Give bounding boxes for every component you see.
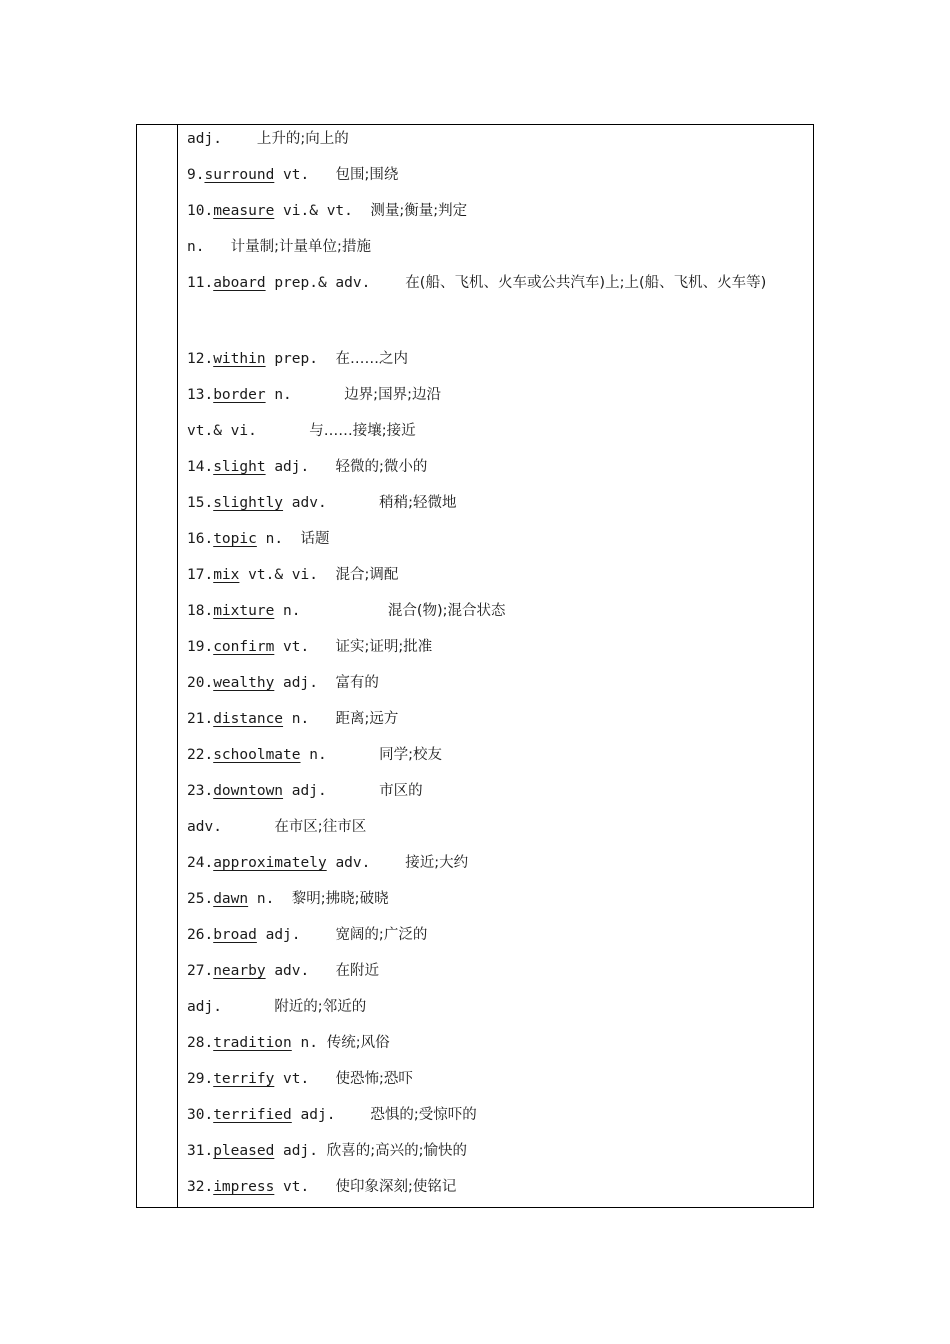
entry-meaning: 传统;风俗 (326, 1035, 390, 1051)
entry-meaning: 在……之内 (335, 351, 408, 367)
entry-meaning: 距离;远方 (335, 711, 399, 727)
entry-word: measure (213, 203, 275, 219)
entry-part-of-speech: adj. (300, 1107, 336, 1123)
entry-meaning: 在(船、飞机、火车或公共汽车)上;上(船、飞机、火车等) (405, 275, 767, 291)
entry-part-of-speech: vt. (283, 167, 310, 183)
entry-meaning: 市区的 (379, 783, 423, 799)
vocab-entry (187, 201, 467, 221)
entry-meaning: 计量制;计量单位;措施 (230, 239, 371, 255)
entry-part-of-speech: n. (256, 891, 275, 907)
entry-number: 19. (187, 639, 214, 655)
entry-meaning: 富有的 (335, 675, 379, 691)
vocab-entry (187, 457, 427, 477)
entry-number: 29. (187, 1071, 214, 1087)
entry-part-of-speech: vt. (283, 1179, 310, 1195)
vocab-entry (187, 129, 349, 149)
entry-meaning: 上升的;向上的 (256, 131, 349, 147)
entry-part-of-speech: n. (265, 531, 284, 547)
entry-number: 21. (187, 711, 214, 727)
entry-meaning: 接近;大约 (405, 855, 469, 871)
vocab-entry (187, 853, 468, 873)
vocab-entry (187, 263, 812, 303)
entry-number: 13. (187, 387, 214, 403)
entry-meaning: 附近的;邻近的 (274, 999, 367, 1015)
entry-meaning: 混合(物);混合状态 (387, 603, 506, 619)
entry-number: 12. (187, 351, 214, 367)
entry-meaning: 包围;围绕 (335, 167, 399, 183)
entry-part-of-speech: adj. (187, 999, 222, 1015)
entry-part-of-speech: adj. (265, 927, 301, 943)
entry-meaning: 恐惧的;受惊吓的 (370, 1107, 477, 1123)
entry-number: 27. (187, 963, 214, 979)
entry-part-of-speech: adv. (291, 495, 327, 511)
entry-part-of-speech: adj. (274, 459, 310, 475)
entry-meaning: 使印象深刻;使铭记 (335, 1179, 457, 1195)
entry-word: topic (213, 531, 257, 547)
entry-meaning: 测量;衡量;判定 (370, 203, 468, 219)
entry-meaning: 宽阔的;广泛的 (335, 927, 428, 943)
entry-number: 9. (187, 167, 205, 183)
entry-word: tradition (213, 1035, 292, 1051)
vocab-entry (187, 709, 398, 729)
entry-meaning: 证实;证明;批准 (335, 639, 433, 655)
entry-word: nearby (213, 963, 266, 979)
vocab-entry (187, 385, 441, 405)
entry-part-of-speech: n. (300, 1035, 318, 1051)
entry-part-of-speech: n. (291, 711, 310, 727)
vocab-entry (187, 601, 506, 621)
entry-word: terrified (213, 1107, 292, 1123)
entry-word: approximately (213, 855, 327, 871)
entry-word: distance (213, 711, 284, 727)
entry-part-of-speech: adv. (187, 819, 222, 835)
entry-number: 25. (187, 891, 214, 907)
vocab-entry (187, 349, 408, 369)
entry-part-of-speech: prep. (274, 351, 318, 367)
vocab-entry (187, 1033, 390, 1053)
vocabulary-table (136, 124, 814, 1208)
vocab-entry (187, 925, 427, 945)
entry-part-of-speech: prep.& adv. (274, 275, 371, 291)
vocab-entry (187, 565, 398, 585)
entry-number: 28. (187, 1035, 214, 1051)
entry-word: downtown (213, 783, 284, 799)
entry-part-of-speech: n. (187, 239, 205, 255)
entry-number: 15. (187, 495, 214, 511)
entry-word: dawn (213, 891, 249, 907)
entry-part-of-speech: vt.& vi. (248, 567, 318, 583)
vocab-entry (187, 997, 366, 1017)
vocab-entry (187, 781, 423, 801)
entry-meaning: 边界;国界;边沿 (344, 387, 441, 403)
entry-part-of-speech: adv. (274, 963, 310, 979)
entry-part-of-speech: vt. (283, 639, 310, 655)
entry-meaning: 在市区;往市区 (274, 819, 367, 835)
entry-word: pleased (213, 1143, 275, 1159)
entry-part-of-speech: adj. (187, 131, 222, 147)
entry-part-of-speech: n. (274, 387, 292, 403)
entry-meaning: 轻微的;微小的 (335, 459, 428, 475)
entry-number: 20. (187, 675, 214, 691)
entry-meaning: 稍稍;轻微地 (379, 495, 457, 511)
entry-number: 10. (187, 203, 214, 219)
entry-number: 16. (187, 531, 214, 547)
vocab-entry (187, 237, 371, 257)
entry-part-of-speech: n. (309, 747, 327, 763)
entry-part-of-speech: adj. (283, 1143, 318, 1159)
vocab-entry (187, 421, 416, 441)
vocab-entry (187, 1141, 467, 1161)
vocab-entry (187, 529, 330, 549)
vocab-entry (187, 673, 379, 693)
vocab-entry (187, 745, 442, 765)
entry-number: 14. (187, 459, 214, 475)
table-left-column (137, 125, 178, 1207)
entry-word: terrify (213, 1071, 275, 1087)
entry-part-of-speech: vt. (283, 1071, 310, 1087)
entry-part-of-speech: adj. (291, 783, 327, 799)
entry-word: confirm (213, 639, 275, 655)
vocab-entry (187, 817, 366, 837)
entry-word: mix (213, 567, 240, 583)
entry-number: 23. (187, 783, 214, 799)
vocab-entry (187, 165, 398, 185)
vocab-entry (187, 1177, 456, 1197)
entry-meaning: 混合;调配 (335, 567, 399, 583)
vocab-entry (187, 637, 432, 657)
entry-word: slight (213, 459, 266, 475)
entry-number: 17. (187, 567, 214, 583)
entry-word: mixture (213, 603, 275, 619)
entry-word: aboard (213, 275, 266, 291)
entry-meaning: 欣喜的;高兴的;愉快的 (326, 1143, 467, 1159)
entry-meaning: 使恐怖;恐吓 (335, 1071, 413, 1087)
entry-number: 31. (187, 1143, 214, 1159)
entry-word: broad (213, 927, 257, 943)
entry-meaning: 同学;校友 (379, 747, 442, 763)
entry-number: 18. (187, 603, 214, 619)
entry-part-of-speech: vi.& vt. (283, 203, 353, 219)
vocab-entry (187, 493, 456, 513)
entry-word: wealthy (213, 675, 275, 691)
entry-meaning: 话题 (300, 531, 330, 547)
vocab-entry (187, 889, 389, 909)
vocab-entry (187, 961, 379, 981)
entry-word: within (213, 351, 266, 367)
entry-number: 11. (187, 275, 214, 291)
entry-number: 30. (187, 1107, 214, 1123)
entry-word: border (213, 387, 266, 403)
vocab-entry (187, 1069, 413, 1089)
entry-word: surround (204, 167, 275, 183)
entry-word: slightly (213, 495, 284, 511)
entry-number: 32. (187, 1179, 214, 1195)
entry-part-of-speech: n. (283, 603, 301, 619)
vocab-entry (187, 1105, 477, 1125)
entry-meaning: 与……接壤;接近 (309, 423, 416, 439)
entry-meaning: 黎明;拂晓;破晓 (291, 891, 389, 907)
entry-number: 24. (187, 855, 214, 871)
entry-part-of-speech: adv. (335, 855, 371, 871)
entry-word: schoolmate (213, 747, 301, 763)
entry-number: 22. (187, 747, 214, 763)
entry-number: 26. (187, 927, 214, 943)
entry-part-of-speech: adj. (283, 675, 318, 691)
entry-part-of-speech: vt.& vi. (187, 423, 257, 439)
entry-meaning: 在附近 (335, 963, 379, 979)
entry-word: impress (213, 1179, 275, 1195)
